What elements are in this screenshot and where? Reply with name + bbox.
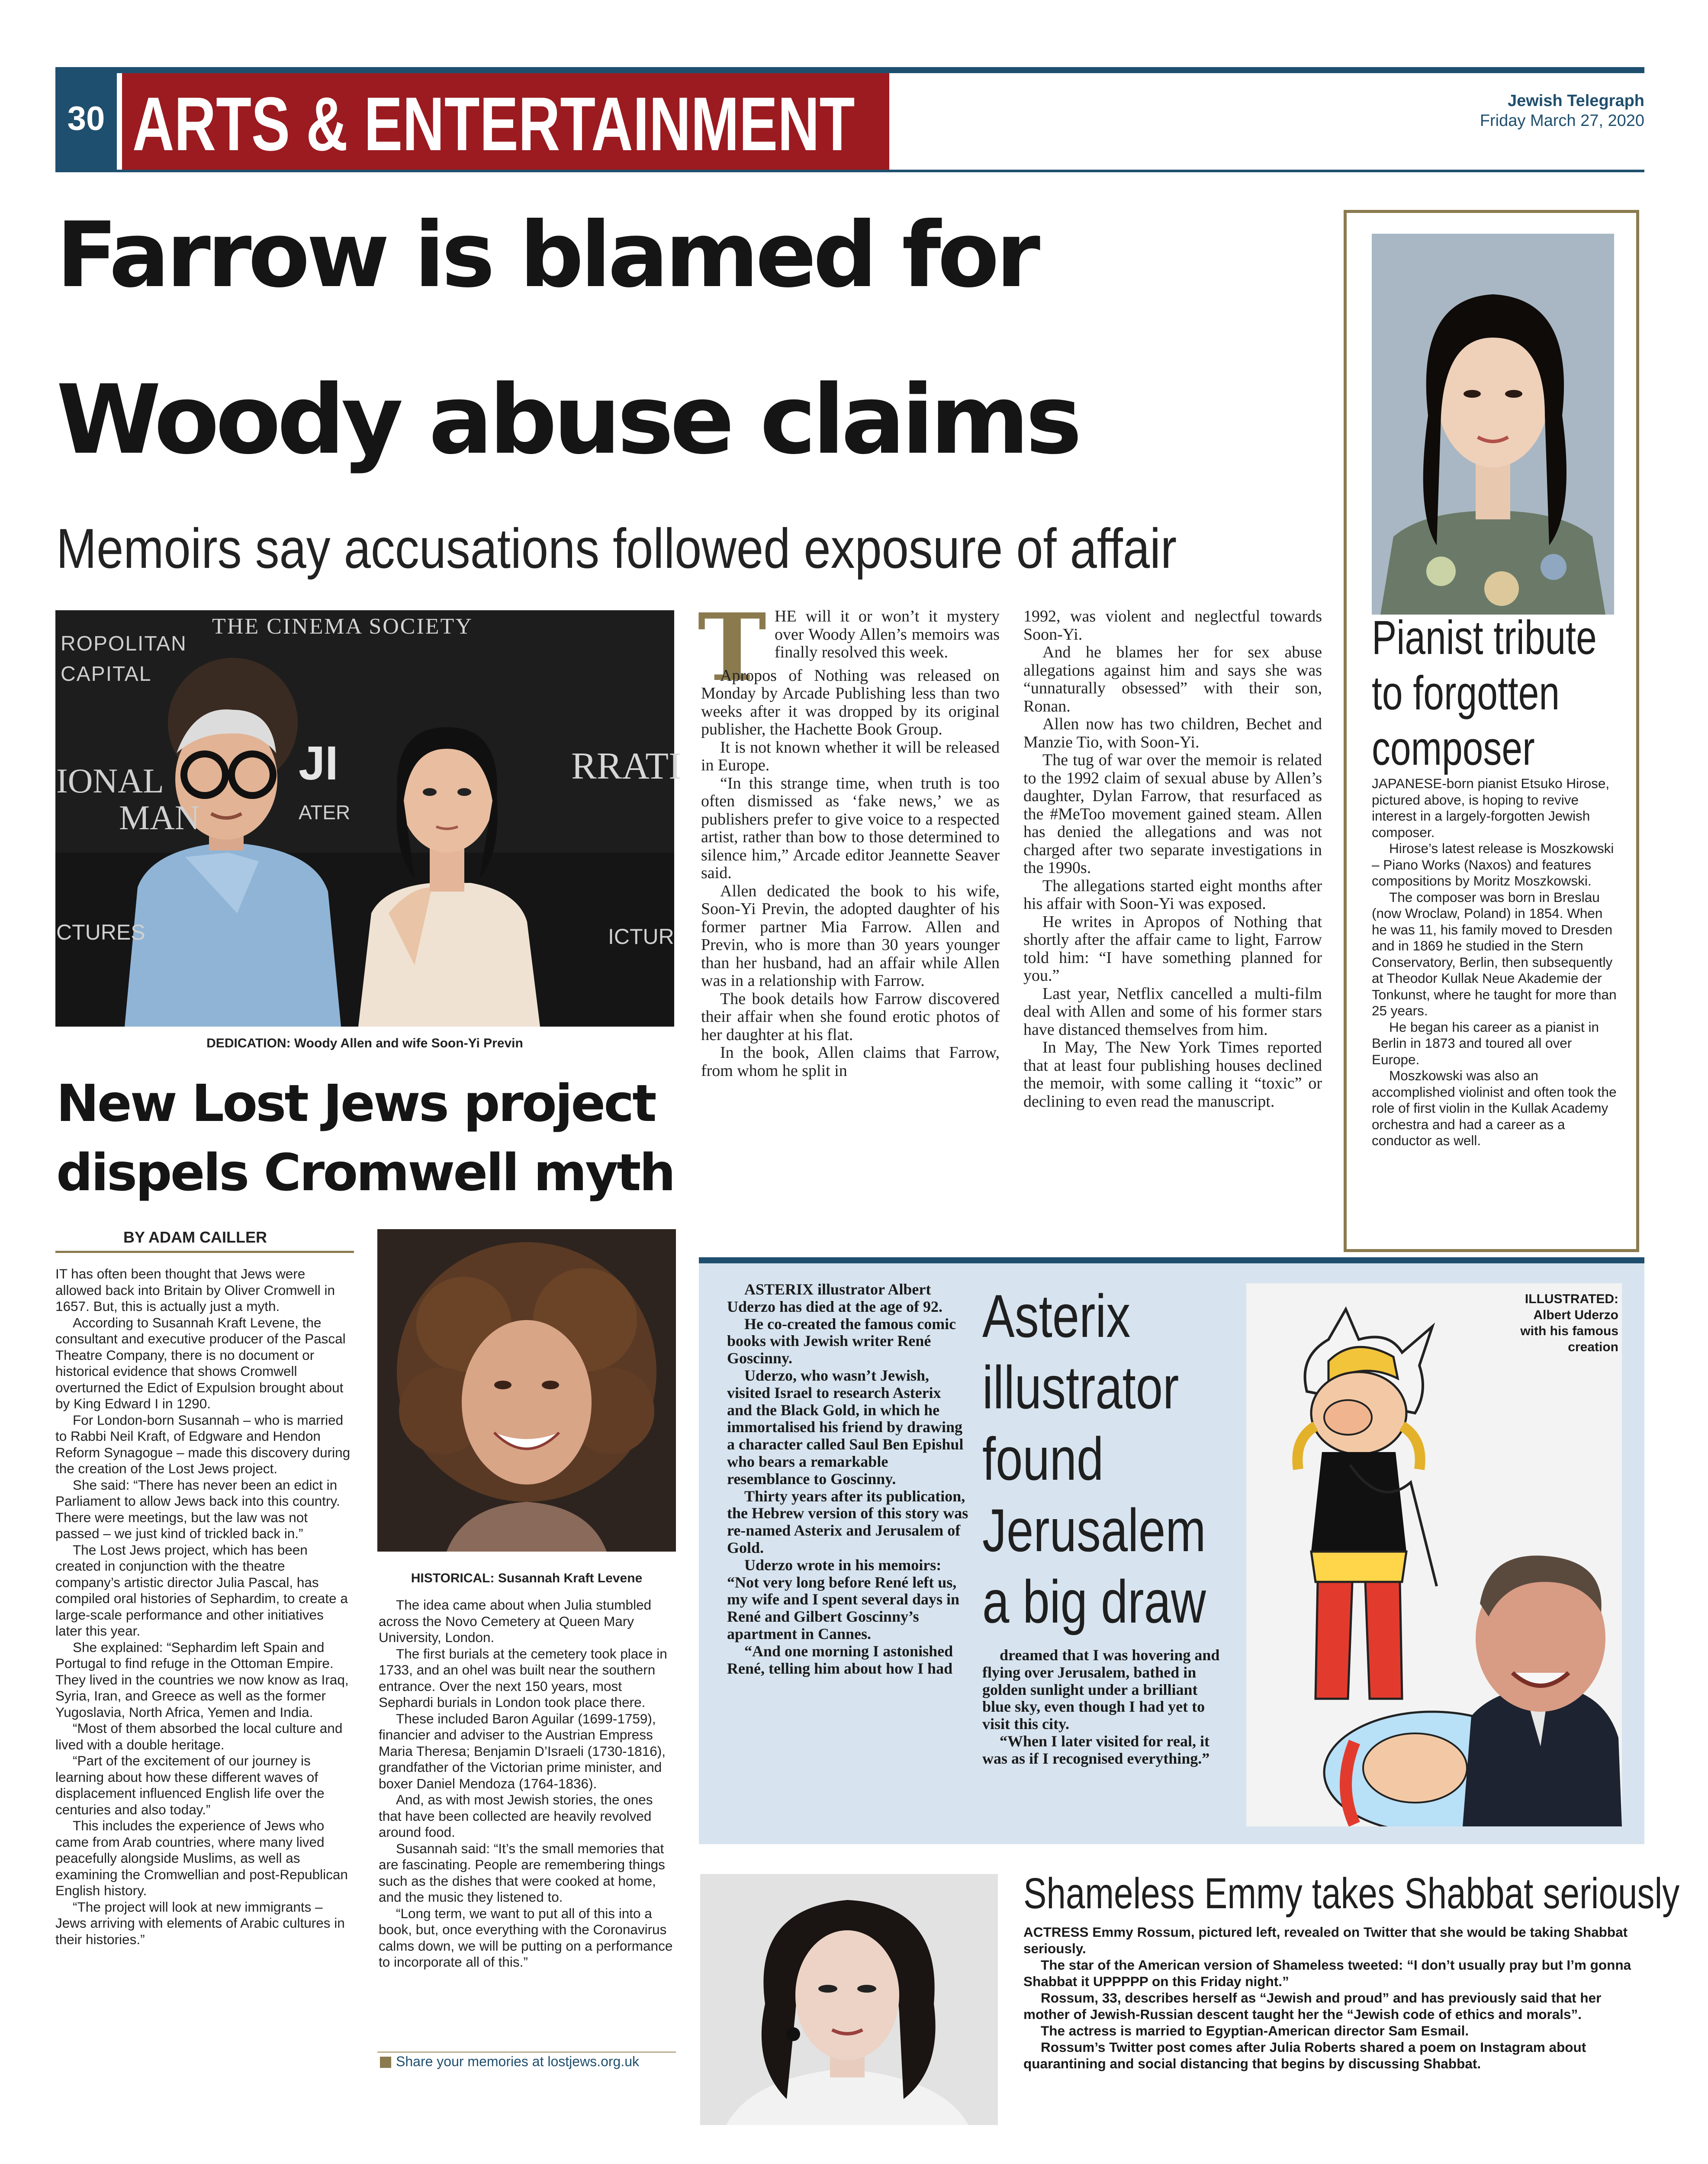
asterix-col2-p2: “When I later visited for real, it was as if I recognised everything.”: [982, 1732, 1210, 1767]
emmy-rossum-photo: [700, 1874, 998, 2125]
emmy-rossum-photo-graphic: [700, 1874, 998, 2125]
lead-col1-p6: The book details how Farrow discovered their affair when she found erotic photos of her daughter at his flat.: [701, 989, 1000, 1044]
asterix-caption-line4: creation: [1568, 1340, 1618, 1354]
lost-jews-col2-p2: The first burials at the cemetery took place in 1733, and an ohel was built near the southern entrance. Over the next 150 years, most Sephardi burials in London took place there.: [379, 1646, 667, 1710]
asterix-caption-line3: with his famous: [1520, 1324, 1618, 1338]
emmy-p4: The actress is married to Egyptian-American director Sam Esmail.: [1041, 2023, 1469, 2038]
backdrop-text-4: IONAL: [56, 762, 164, 800]
lead-headline-line1: Farrow is blamed for: [56, 203, 1037, 308]
share-memories-link[interactable]: Share your memories at lostjews.org.uk: [396, 2054, 639, 2069]
page-number: 30: [67, 99, 105, 137]
susannah-photo-caption: HISTORICAL: Susannah Kraft Levene: [411, 1571, 643, 1585]
asterix-col1-p6: “And one morning I astonished René, telling him about how I had: [727, 1642, 953, 1677]
masthead-rule-bottom: [55, 170, 1644, 172]
lost-jews-col1-p5: The Lost Jews project, which has been created in conjunction with the theatre company’s artistic director Julia Pascal, has compiled oral histories of Sephardim, to create a large-scale performance and other initiatives later this year.: [55, 1542, 348, 1639]
lead-headline-line2: Woody abuse claims: [56, 364, 1078, 475]
lead-col2-p5: The allegations started eight months after his affair with Soon-Yi was exposed.: [1023, 876, 1322, 913]
lead-col1-p1: HE will it or won’t it mystery over Woody Allen’s memoirs was finally resolved this week.: [775, 608, 1000, 661]
lost-jews-col1-p8: “Part of the excitement of our journey is learning about how these different waves of displacement influenced English life over the centuries and also today.”: [55, 1753, 325, 1817]
backdrop-text-2: CAPITAL: [61, 663, 152, 686]
issue-date: Friday March 27, 2020: [1480, 112, 1644, 130]
backdrop-text-8: RRATI: [571, 745, 682, 787]
lost-jews-headline-line1: New Lost Jews project: [56, 1073, 655, 1133]
pianist-p2: Hirose’s latest release is Moszkowski – Piano Works (Naxos) and features compositions by Moritz Moszkowski.: [1372, 840, 1614, 889]
asterix-headline-line5: a big draw: [982, 1568, 1206, 1636]
lost-jews-column-2: [379, 1597, 677, 2034]
lead-col2-p2: And he blames her for sex abuse allegations against him and says she was “unnaturally obsessed” with their son, Ronan.: [1023, 643, 1322, 715]
lead-col1-p7: In the book, Allen claims that Farrow, from whom he split in: [701, 1043, 1000, 1080]
pianist-p1: JAPANESE-born pianist Etsuko Hirose, pictured above, is hoping to revive interest in a largely-forgotten Jewish composer.: [1372, 776, 1610, 840]
lost-jews-col1-p1: IT has often been thought that Jews were allowed back into Britain by Oliver Cromwell in 1657. But, this is actually just a myth.: [55, 1266, 335, 1314]
lost-jews-col2-p3: These included Baron Aguilar (1699-1759), financier and adviser to the Austrian Empress Maria Theresa; Benjamin D’Israeli (1730-1816), grandfather of the Victorian prime minister, and boxer Daniel Mendoza (1764-1836).: [379, 1710, 666, 1791]
uderzo-asterix-graphic: [1246, 1283, 1622, 1826]
emmy-headline: Shameless Emmy takes Shabbat seriously: [1023, 1869, 1680, 1918]
pianist-headline-line2: to forgotten: [1372, 667, 1560, 720]
pianist-body: [1372, 776, 1618, 1239]
asterix-top-rule: [699, 1257, 1644, 1263]
lead-col2-p3: Allen now has two children, Bechet and Manzie Tio, with Soon-Yi.: [1023, 715, 1322, 751]
masthead-rule: [55, 67, 1644, 73]
backdrop-text-5: MAN: [119, 799, 200, 837]
lead-col2-p6: He writes in Apropos of Nothing that shortly after the affair came to light, Farrow told him: “I have something planned for you.”: [1023, 912, 1322, 985]
asterix-headline-line4: Jerusalem: [982, 1496, 1206, 1564]
asterix-col2-p1: dreamed that I was hovering and flying over Jerusalem, bathed in golden sunlight under a brilliant blue sky, even though I had yet to visit this city.: [982, 1647, 1220, 1733]
paper-name: Jewish Telegraph: [1507, 92, 1644, 110]
susannah-kraft-levene-photo: [377, 1229, 676, 1552]
share-divider: [377, 2051, 676, 2053]
backdrop-text-6: JI: [299, 737, 338, 790]
lost-jews-col1-p2: According to Susannah Kraft Levene, the consultant and executive producer of the Pascal Theatre Company, there is no document or historical evidence that shows Cromwell overturned the Edict of Expulsion brought about by King Edward I in 1290.: [55, 1314, 346, 1411]
lead-col1-p4: “In this strange time, when truth is too often dismissed as ‘fake news,’ we as publishers prefer to give voice to a respected artist, rather than bow to those determined to silence him,” Arcade editor Jeannette Seaver said.: [701, 774, 1000, 882]
pianist-headline-line3: composer: [1372, 722, 1535, 775]
emmy-p3: Rossum, 33, describes herself as “Jewish and proud” and has previously said that her mother of Jewish-Russian descent taught her the “Jewish code of ethics and morals”.: [1023, 1990, 1602, 2022]
backdrop-text-10: ICTUR: [608, 924, 674, 949]
asterix-caption-line1: ILLUSTRATED:: [1525, 1292, 1618, 1306]
lost-jews-col1-p4: She said: “There has never been an edict in Parliament to allow Jews back into this country. There were meetings, but the law was not passed – we just kind of trickled back in.”: [55, 1477, 340, 1541]
pianist-headline-line1: Pianist tribute: [1372, 611, 1597, 664]
lost-jews-column-1: [55, 1266, 353, 2080]
lost-jews-col1-p6: She explained: “Sephardim left Spain and Portugal to find refuge in the Ottoman Empire. They lived in the countries we now know as Iraq, Syria, Iran, and Greece as well as the former Yugoslavia, North Africa, Yemen and India.: [55, 1639, 349, 1720]
emmy-p2: The star of the American version of Shameless tweeted: “I don’t usually pray but I’m gonna Shabbat it UPPPPP on this Friday night.”: [1023, 1957, 1631, 1989]
lead-subhead: Memoirs say accusations followed exposure of affair: [56, 517, 1177, 580]
backdrop-text-1: ROPOLITAN: [61, 632, 187, 655]
lost-jews-col2-p1: The idea came about when Julia stumbled across the Novo Cemetery at Queen Mary University, London.: [379, 1597, 652, 1645]
lost-jews-col1-p3: For London-born Susannah – who is married to Rabbi Neil Kraft, of Edgware and Hendon Reform Synagogue – made this discovery during the creation of the Lost Jews project.: [55, 1412, 351, 1476]
lost-jews-col2-p4: And, as with most Jewish stories, the ones that have been collected are heavily revolved around food.: [379, 1792, 653, 1840]
lost-jews-col2-p6: “Long term, we want to put all of this into a book, but, once everything with the Coronavirus calms down, we will be putting on a performance to incorporate all of this.”: [379, 1905, 673, 1970]
lead-col2-p8: In May, The New York Times reported that at least four publishing houses declined the memoir, with some calling it “toxic” or declining to even read the manuscript.: [1023, 1038, 1322, 1111]
asterix-headline-line2: illustrator: [982, 1353, 1179, 1421]
asterix-headline-line3: found: [982, 1425, 1104, 1493]
drop-cap: T: [698, 593, 767, 702]
pianist-p3: The composer was born in Breslau (now Wroclaw, Poland) in 1854. When he was 11, his family moved to Dresden and in 1869 he studied in the Stern Conservatory, Berlin, then subsequently at Theodor Kullak Neue Akademie der Tonkunst, where he taught for more than 25 years.: [1372, 889, 1617, 1018]
asterix-col1-p3: Uderzo, who wasn’t Jewish, visited Israel to research Asterix and the Black Gold, in which he immortalised his friend by drawing a character called Saul Ben Epishul who bears a remarkable resemblance to Goscinny.: [727, 1366, 964, 1488]
emmy-body: [1023, 1924, 1642, 2110]
susannah-photo-graphic: [377, 1229, 676, 1552]
asterix-headline-line1: Asterix: [982, 1282, 1131, 1350]
etsuko-hirose-photo: [1372, 234, 1614, 615]
lost-jews-col2-p5: Susannah said: “It’s the small memories that are fascinating. People are remembering things such as the dishes that were cooked at home, and the music they listened to.: [379, 1840, 665, 1905]
lost-jews-col1-p9: This includes the experience of Jews who came from Arab countries, where many lived peacefully alongside Muslims, as well as examining the Cromwellian and post-Republican English history.: [55, 1818, 348, 1898]
lead-col2-p7: Last year, Netflix cancelled a multi-film deal with Allen and some of his former stars have distanced themselves from him.: [1023, 984, 1322, 1039]
asterix-column-1: [727, 1281, 969, 1839]
asterix-col1-p4: Thirty years after its publication, the Hebrew version of this story was re-named Asterix and Jerusalem of Gold.: [727, 1487, 968, 1556]
byline-rule: [55, 1251, 354, 1253]
backdrop-text-3: THE CINEMA SOCIETY: [212, 614, 473, 639]
share-square-icon: [380, 2057, 391, 2068]
lost-jews-col1-p10: “The project will look at new immigrants – Jews arriving with elements of Arabic cultures in their histories.”: [55, 1899, 345, 1947]
lost-jews-headline-line2: dispels Cromwell myth: [56, 1143, 674, 1202]
lost-jews-col1-p7: “Most of them absorbed the local culture and lived with a double heritage.: [55, 1720, 343, 1752]
byline: BY ADAM CAILLER: [123, 1228, 267, 1246]
lead-col1-p3: It is not known whether it will be released in Europe.: [701, 738, 1000, 774]
backdrop-text-7: ATER: [299, 801, 351, 824]
pianist-p5: Moszkowski was also an accomplished violinist and often took the role of first violin in the Kullak Academy orchestra and had a career as a conductor as well.: [1372, 1068, 1617, 1148]
lead-col1-p5: Allen dedicated the book to his wife, Soon-Yi Previn, the adopted daughter of his former partner Mia Farrow. Allen and Previn, who is more than 30 years younger than her husband, had an affair while Allen was in a relationship with Farrow.: [701, 882, 1000, 990]
lead-col2-p1: 1992, was violent and neglectful towards Soon-Yi.: [1023, 608, 1322, 644]
emmy-p1: ACTRESS Emmy Rossum, pictured left, revealed on Twitter that she would be taking Shabbat seriously.: [1023, 1924, 1628, 1956]
asterix-col1-p2: He co-created the famous comic books with Jewish writer René Goscinny.: [727, 1315, 956, 1367]
lead-col1-p2: Apropos of Nothing was released on Monday by Arcade Publishing less than two weeks after it was dropped by its original publisher, the Hachette Book Group.: [701, 666, 1000, 738]
section-title: ARTS & ENTERTAINMENT: [132, 82, 855, 167]
albert-uderzo-photo: [1246, 1283, 1622, 1826]
asterix-column-2: [982, 1647, 1225, 1833]
asterix-col1-p1: ASTERIX illustrator Albert Uderzo has died at the age of 92.: [727, 1281, 942, 1315]
backdrop-text-9: CTURES: [56, 920, 145, 944]
etsuko-hirose-photo-graphic: [1372, 234, 1614, 615]
pianist-p4: He began his career as a pianist in Berlin in 1873 and toured all over Europe.: [1372, 1019, 1599, 1067]
woody-photo-caption: DEDICATION: Woody Allen and wife Soon-Yi Previn: [206, 1036, 523, 1050]
lead-story-column-2: [1023, 608, 1322, 1244]
lead-story-column-1: [701, 608, 1000, 1244]
lead-col2-p4: The tug of war over the memoir is related to the 1992 claim of sexual abuse by Allen’s daughter, Dylan Farrow, that resurfaced as the #MeToo movement gained steam. Allen has denied the allegations and was not charged after two separate investigations in the 1990s.: [1023, 751, 1322, 877]
asterix-caption-line2: Albert Uderzo: [1533, 1308, 1618, 1322]
emmy-p5: Rossum’s Twitter post comes after Julia Roberts shared a poem on Instagram about quarantining and social distancing that begins by discussing Shabbat.: [1023, 2039, 1586, 2071]
asterix-col1-p5: Uderzo wrote in his memoirs: “Not very long before René left us, my wife and I spent several days in René and Gilbert Goscinny’s apartment in Cannes.: [727, 1556, 960, 1642]
